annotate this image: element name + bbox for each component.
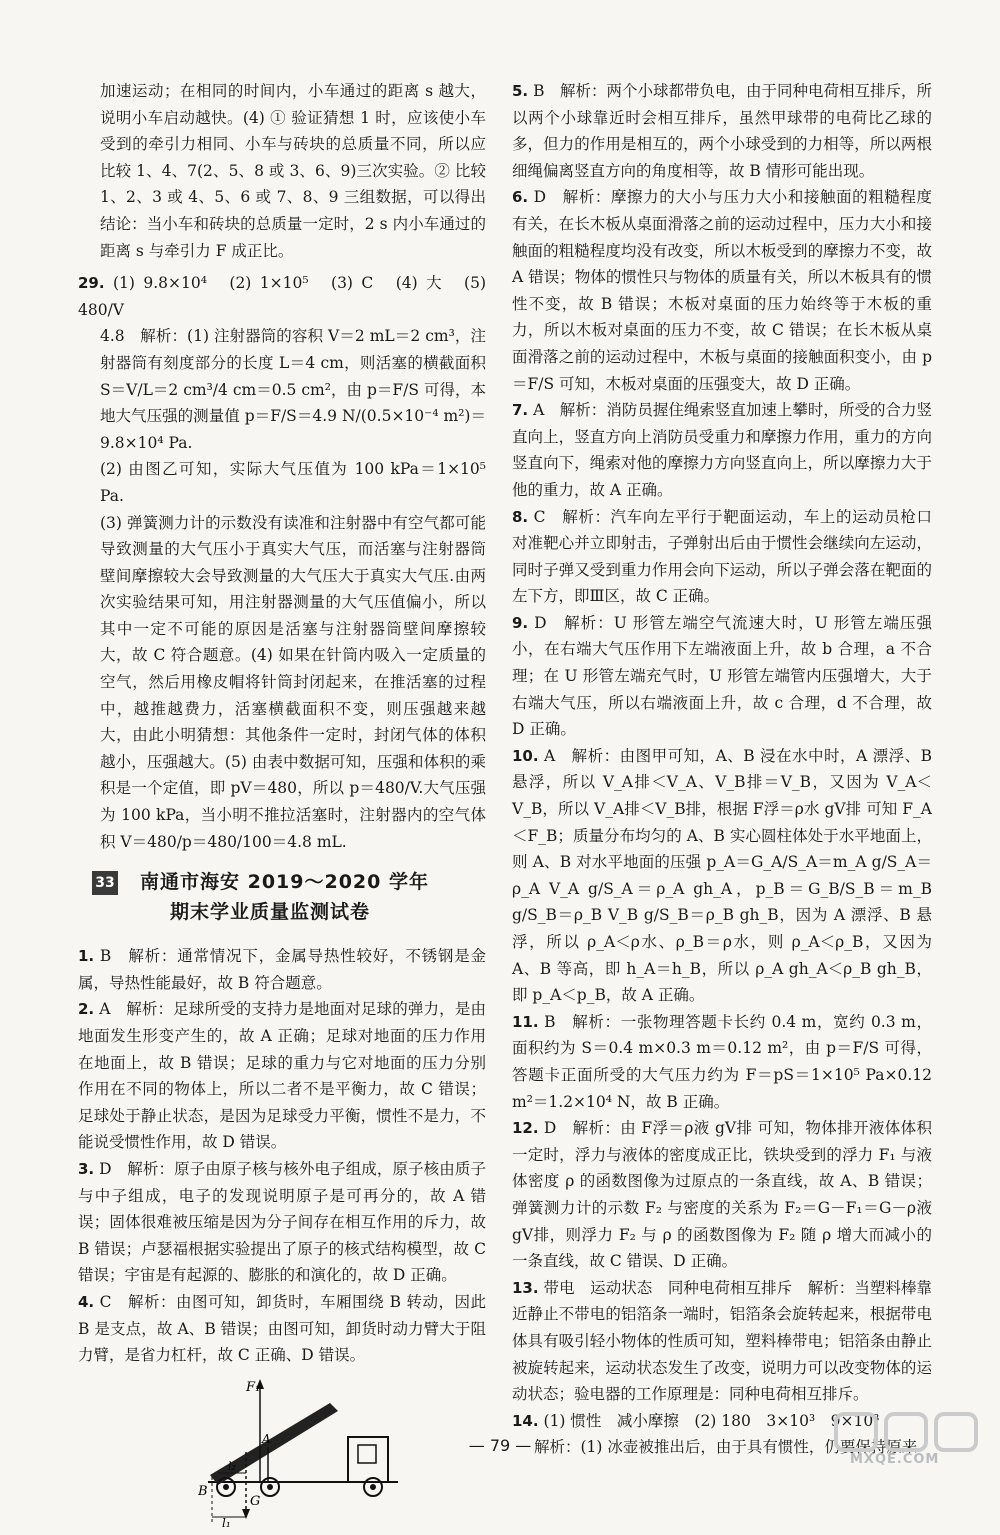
- q5-text: B 解析：两个小球都带负电，由于同种电荷相互排斥，所以两个小球靠近时会相互排斥，虽然甲球带的电荷比乙球的多，但力的作用是相互的，两个小球受到的力相等，所以两根细绳偏离竖直方向的角度相等，故 B 情形可能出现。: [512, 82, 932, 180]
- q10: [512, 743, 932, 1009]
- q29-analysis-1: 4.8 解析：(1) 注射器筒的容积 V＝2 mL＝2 cm³，注射器筒有刻度部分的长度 L＝4 cm，则活塞的横截面积 S＝V/L＝2 cm³/4 cm＝0.5 cm²，由 p＝F/S 可得，本地大气压强的测量值 p＝F/S＝4.9 N/(0.5×10⁻⁴ m²)＝9.8×10⁴ Pa.: [100, 327, 486, 452]
- label-l2: l₂: [228, 1459, 236, 1473]
- q2-number: 2.: [78, 1000, 95, 1019]
- section-badge: 33: [92, 871, 118, 895]
- q5-number: 5.: [512, 82, 529, 100]
- right-column: [512, 78, 932, 1461]
- q14-analysis: 解析：(1) 冰壶被推出后，由于具有惯性，仍要保持原来: [534, 1438, 918, 1457]
- q4-text: C 解析：由图可知，卸货时，车厢围绕 B 转动，因此 B 是支点，故 A、B 错误；由图可知，卸货时动力臂大于阻力臂，是省力杠杆，故 C 正确、D 错误。: [78, 1292, 486, 1365]
- q14-answer-list: (1) 惯性 减小摩擦 (2) 180 3×10³ 9×10³: [543, 1411, 880, 1430]
- q9-number: 9.: [512, 613, 529, 632]
- q5: [512, 78, 932, 184]
- q10-number: 10.: [512, 746, 539, 765]
- q11-text: B 解析：一张物理答题卡长约 0.4 m，宽约 0.3 m，面积约为 S＝0.4 m×0.3 m＝0.12 m²，由 p＝F/S 可得，答题卡正面所受的大气压力约为 F＝pS＝1×10⁵ Pa×0.12 m²＝1.2×10⁴ N，故 B 正确。: [512, 1012, 932, 1111]
- q3-number: 3.: [78, 1159, 95, 1178]
- q12-number: 12.: [512, 1119, 539, 1138]
- q8-number: 8.: [512, 507, 529, 526]
- q1-text: B 解析：通常情况下，金属导热性较好，不锈钢是金属，导热性能最好，故 B 符合题意。: [78, 947, 486, 992]
- q28-continuation: 加速运动；在相同的时间内，小车通过的距离 s 越大，说明小车启动越快。(4) ① 验证猜想 1 时，应该使小车受到的牵引力相同、小车与砖块的总质量不同，所以应比较 1、4、7(2、5、8 或 3、6、9)三次实验。② 比较 1、2、3 或 4、5、6 或 7、8、9 三组数据，可以得出结论：当小车和砖块的总质量一定时，2 s 内小车通过的距离 s 与牵引力 F 成正比。: [100, 82, 486, 260]
- q9: [512, 610, 932, 743]
- q6-text: D 解析：摩擦力的大小与压力大小和接触面的粗糙程度有关，在长木板从桌面滑落之前的运动过程中，压力大小和接触面的粗糙程度均没有改变，所以木板受到的摩擦力不变，故 A 错误；物体的惯性只与物体的质量有关，所以木板具有的惯性不变，故 B 错误；木板对桌面的压力始终等于木板的重力，所以木板对桌面的压力不变，故 C 错误；在长木板从桌面滑落之前的运动过程中，木板与桌面的接触面积变小，由 p＝F/S 可知，木板对桌面的压强变大，故 D 正确。: [512, 188, 932, 393]
- q8-text: C 解析：汽车向左平行于靶面运动，车上的运动员枪口对准靶心并立即射击，子弹射出后由于惯性会继续向左运动，同时子弹又受到重力作用会向下运动，所以子弹会落在靶面的左下方，即Ⅲ区，故 C 正确。: [512, 507, 932, 606]
- q2: [78, 996, 486, 1156]
- q7-text: A 解析：消防员握住绳索竖直加速上攀时，所受的合力竖直向上，竖直方向上消防员受重力和摩擦力作用，重力的方向竖直向下，绳索对他的摩擦力方向竖直向上，所以摩擦力大于他的重力，故 A 正确。: [512, 401, 932, 499]
- q6: [512, 184, 932, 397]
- left-column: [78, 78, 486, 1527]
- page-number: — 79 —: [468, 1436, 532, 1455]
- q13: [512, 1275, 932, 1408]
- q29-answers: [78, 270, 486, 323]
- q13-number: 13.: [512, 1278, 539, 1297]
- rear-wheel-hub: [223, 1484, 229, 1490]
- q12-text: D 解析：由 F浮＝ρ液 gV排 可知，物体排开液体体积一定时，浮力与液体的密度成正比，铁块受到的浮力 F₁ 与液体密度 ρ 的函数图像为过原点的一条直线，故 A、B 错误；弹簧测力计的示数 F₂ 与密度的关系为 F₂＝G－F₁＝G－ρ液 gV排，则浮力 F₂ 与 ρ 的函数图像为 F₂ 随 ρ 增大而减小的一条直线，故 C 错误、D 正确。: [512, 1119, 932, 1271]
- front-wheel-hub: [370, 1484, 376, 1490]
- q8: [512, 504, 932, 610]
- section-title-line1: 南通市海安 2019～2020 学年: [140, 871, 429, 894]
- middle-wheel-hub: [267, 1484, 273, 1490]
- q3: [78, 1156, 486, 1289]
- section-title-line2: 期末学业质量监测试卷: [170, 901, 371, 924]
- q29-analysis-3: (3) 弹簧测力计的示数没有读准和注射器中有空气都可能导致测量的大气压小于真实大气压，而活塞与注射器筒壁间摩擦较大会导致测量的大气压大于真实大气压.由两次实验结果可知，用注射器测量的大气压值偏小，所以其中一定不可能的原因是活塞与注射器筒壁间摩擦较大，故 C 符合题意。(4) 如果在针筒内吸入一定质量的空气，然后用橡皮帽将针筒封闭起来，在推活塞的过程中，越推越费力，活塞横截面积不变，则压强越来越大，由此小明猜想：其他条件一定时，封闭气体的体积越小，压强越大。(5) 由表中数据可知，压强和体积的乘积是一个定值，即 pV＝480，所以 p＝480/V.大气压强为 100 kPa，当小明不推拉活塞时，注射器内的空气体积 V＝480/p＝480/100＝4.8 mL.: [100, 513, 486, 851]
- q4-number: 4.: [78, 1292, 95, 1311]
- q9-text: D 解析：U 形管左端空气流速大时，U 形管左端压强小，在右端大气压作用下左端液面上升，故 b 合理，a 不合理；在 U 形管左端充气时，U 形管左端管内压强增大，大于右端大气压，所以右端液面上升，故 c 合理，d 不合理，故 D 正确。: [512, 613, 932, 739]
- label-l1: l₁: [222, 1515, 231, 1527]
- q3-text: D 解析：原子由原子核与核外电子组成，原子核由质子与中子组成，电子的发现说明原子是可再分的，故 A 错误；固体很难被压缩是因为分子间存在相互作用的斥力，故 B 错误；卢瑟福根据实验提出了原子的核式结构模型，故 C 错误；宇宙是有起源的、膨胀的和演化的，故 D 正确。: [78, 1159, 486, 1285]
- q29-answer-list: (1) 9.8×10⁴ (2) 1×10⁵ (3) C (4) 大 (5) 480/V: [78, 274, 486, 319]
- label-a: A: [262, 1431, 271, 1446]
- q29-analysis-2: (2) 由图乙可知，实际大气压值为 100 kPa＝1×10⁵ Pa.: [100, 460, 486, 505]
- watermark-text: MXQE.COM: [850, 1452, 940, 1467]
- q14-number: 14.: [512, 1411, 539, 1430]
- q4: [78, 1289, 486, 1369]
- q1: [78, 943, 486, 996]
- q6-number: 6.: [512, 188, 529, 207]
- q29-number: 29.: [78, 274, 105, 293]
- section-heading: [78, 869, 486, 929]
- q11-number: 11.: [512, 1012, 539, 1031]
- watermark-box-1: [836, 1414, 876, 1450]
- watermark-box-2: [886, 1414, 926, 1450]
- q13-text: 带电 运动状态 同种电荷相互排斥 解析：当塑料棒靠近静止不带电的铝箔条一端时，铝箔条会旋转起来，根据带电体具有吸引轻小物体的性质可知，塑料棒带电；铝箔条由静止被旋转起来，运动状态发生了改变，说明力可以改变物体的运动状态；验电器的工作原理是：同种电荷相互排斥。: [512, 1278, 932, 1404]
- q10-text: A 解析：由图甲可知，A、B 浸在水中时，A 漂浮、B 悬浮，所以 V_A排＜V_A、V_B排＝V_B，又因为 V_A＜V_B，所以 V_A排＜V_B排，根据 F浮＝ρ水 gV排 可知 F_A＜F_B；质量分布均匀的 A、B 实心圆柱体处于水平地面上，则 A、B 对水平地面的压强 p_A＝G_A/S_A＝m_A g/S_A＝ρ_A V_A g/S_A＝ρ_A gh_A，p_B＝G_B/S_B＝m_B g/S_B＝ρ_B V_B g/S_B＝ρ_B gh_B，因为 A 漂浮、B 悬浮，所以 ρ_A＜ρ水、ρ_B＝ρ水，则 ρ_A＜ρ_B，又因为 A、B 等高，即 h_A＝h_B，所以 ρ_A gh_A＜ρ_B gh_B，即 p_A＜p_B，故 A 正确。: [512, 746, 932, 1005]
- label-g: G: [250, 1493, 261, 1509]
- q7-number: 7.: [512, 401, 529, 420]
- label-f1: F₁: [246, 1379, 261, 1395]
- q7: [512, 397, 932, 503]
- q12: [512, 1115, 932, 1275]
- q2-text: A 解析：足球所受的支持力是地面对足球的弹力，是由地面发生形变产生的，故 A 正确；足球对地面的压力作用在地面上，故 B 错误；足球的重力与它对地面的压力分别作用在不同的物体上，所以二者不是平衡力，故 C 错误；足球处于静止状态，是因为足球受力平衡，惯性不是力，不能说受惯性作用，故 D 错误。: [78, 1000, 486, 1152]
- q1-number: 1.: [78, 947, 95, 966]
- label-b: B: [198, 1483, 208, 1499]
- q11: [512, 1009, 932, 1115]
- watermark-box-3: [936, 1414, 976, 1450]
